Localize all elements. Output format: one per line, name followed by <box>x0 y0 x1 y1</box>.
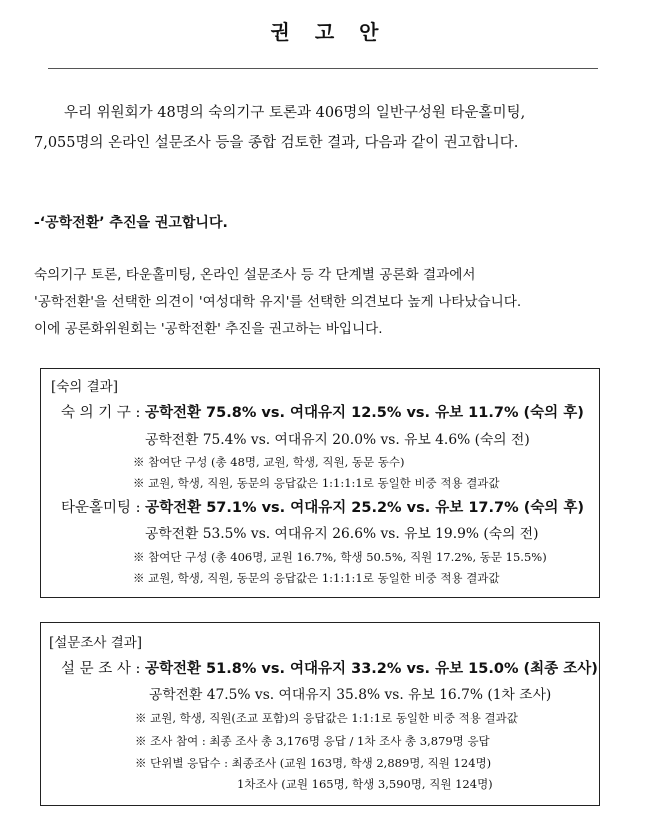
survey-note-2: ※ 조사 참여 : 최종 조사 총 3,176명 응답 / 1차 조사 총 3,879명 응답 <box>135 734 490 748</box>
survey-note-4: 1차조사 (교원 165명, 학생 3,590명, 직원 124명) <box>237 777 493 791</box>
townhall-after-row <box>61 496 584 517</box>
title-divider <box>48 68 598 69</box>
deliberative-body-label: 숙 의 기 구 : <box>61 405 141 421</box>
survey-final-row <box>61 657 598 678</box>
townhall-label: 타운홀미팅 : <box>61 500 141 516</box>
survey-note-1: ※ 교원, 학생, 직원(조교 포함)의 응답값은 1:1:1로 동일한 비중 적용 결과값 <box>135 711 518 725</box>
deliberative-body-before-result: 공학전환 75.4% vs. 여대유지 20.0% vs. 유보 4.6% (숙의 전) <box>145 432 530 448</box>
deliberative-body-after-result: 공학전환 75.8% vs. 여대유지 12.5% vs. 유보 11.7% (숙의 후) <box>144 405 584 421</box>
townhall-note-1: ※ 참여단 구성 (총 406명, 교원 16.7%, 학생 50.5%, 직원 17.2%, 동문 15.5%) <box>133 550 547 564</box>
document-title: 권 고 안 <box>270 20 388 44</box>
explanation-line-3: 이에 공론화위원회는 '공학전환' 추진을 권고하는 바입니다. <box>34 321 383 337</box>
townhall-note-2: ※ 교원, 학생, 직원, 동문의 응답값은 1:1:1:1로 동일한 비중 적용 결과값 <box>133 571 500 585</box>
intro-line-1: 우리 위원회가 48명의 숙의기구 토론과 406명의 일반구성원 타운홀미팅, <box>64 105 526 121</box>
survey-note-3: ※ 단위별 응답수 : 최종조사 (교원 163명, 학생 2,889명, 직원 124명) <box>135 756 492 770</box>
survey-first-result: 공학전환 47.5% vs. 여대유지 35.8% vs. 유보 16.7% (1차 조사) <box>149 687 552 703</box>
deliberation-results-box <box>40 368 600 598</box>
recommendation-heading: -‘공학전환’ 추진을 권고합니다. <box>34 215 228 231</box>
townhall-before-result: 공학전환 53.5% vs. 여대유지 26.6% vs. 유보 19.9% (숙의 전) <box>145 526 539 542</box>
explanation-paragraph <box>34 262 624 343</box>
survey-label: 설 문 조 사 : <box>61 661 141 677</box>
explanation-line-2: '공학전환'을 선택한 의견이 '여성대학 유지'를 선택한 의견보다 높게 나타났습니다. <box>34 294 522 310</box>
townhall-after-result: 공학전환 57.1% vs. 여대유지 25.2% vs. 유보 17.7% (숙의 후) <box>145 500 585 516</box>
deliberation-box-header: [숙의 결과] <box>51 379 118 395</box>
deliberative-body-note-1: ※ 참여단 구성 (총 48명, 교원, 학생, 직원, 동문 동수) <box>133 455 405 469</box>
intro-paragraph <box>34 98 624 158</box>
intro-line-2: 7,055명의 온라인 설문조사 등을 종합 검토한 결과, 다음과 같이 권고합니다. <box>34 135 519 151</box>
explanation-line-1: 숙의기구 토론, 타운홀미팅, 온라인 설문조사 등 각 단계별 공론화 결과에서 <box>34 267 476 283</box>
survey-final-result: 공학전환 51.8% vs. 여대유지 33.2% vs. 유보 15.0% (최종 조사) <box>144 661 598 677</box>
survey-box-header: [설문조사 결과] <box>49 635 143 651</box>
deliberative-body-after-row <box>61 401 584 422</box>
survey-results-box <box>40 622 600 806</box>
deliberative-body-note-2: ※ 교원, 학생, 직원, 동문의 응답값은 1:1:1:1로 동일한 비중 적용 결과값 <box>133 476 500 490</box>
